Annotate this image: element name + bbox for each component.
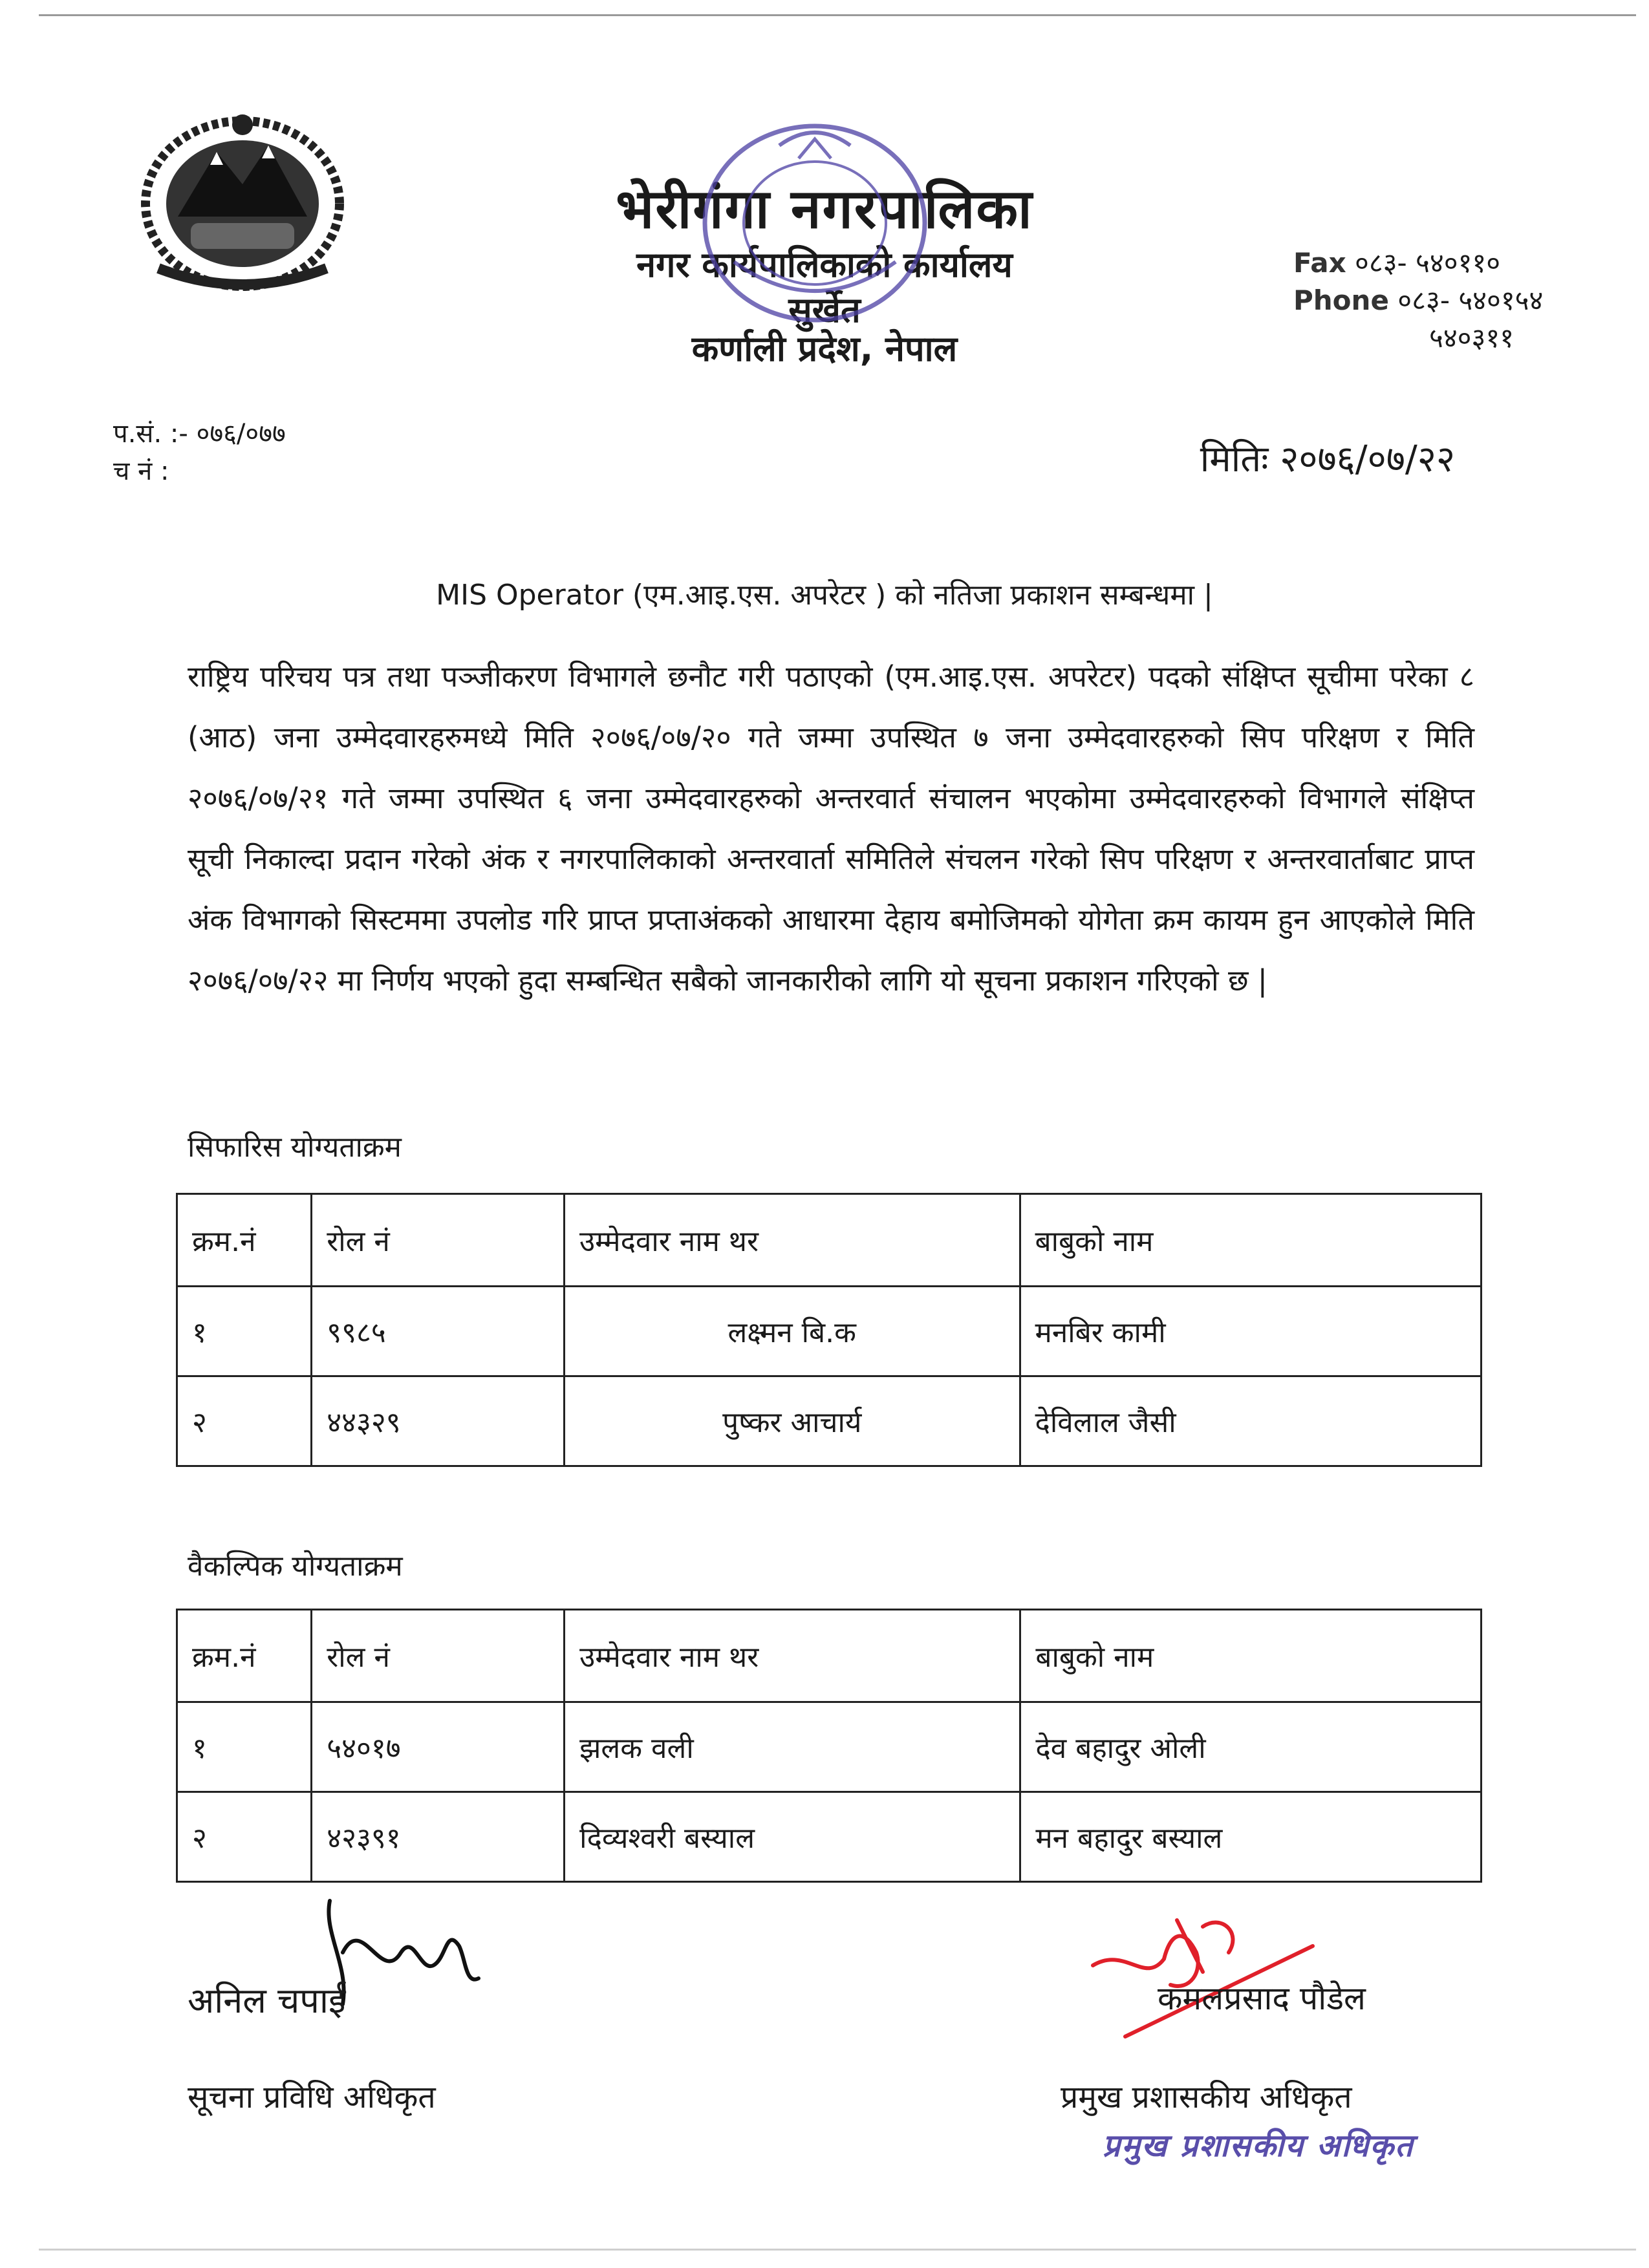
table-row: [177, 1792, 1482, 1882]
column-header: क्रम.नं: [177, 1610, 312, 1702]
serial-cell: १: [177, 1702, 312, 1792]
table-row: [177, 1287, 1482, 1376]
column-header: क्रम.नं: [177, 1194, 312, 1287]
office-subtitle: नगर कार्यपालिकाको कार्यालय: [636, 244, 1013, 285]
roll-cell: ९९८५: [312, 1287, 565, 1376]
father-name-cell: देविलाल जैसी: [1020, 1376, 1481, 1466]
contact-block: [1293, 244, 1543, 357]
column-header: बाबुको नाम: [1020, 1194, 1481, 1287]
roll-cell: ५४०१७: [312, 1702, 565, 1792]
letter-date: मितिः २०७६/०७/२२: [1200, 438, 1455, 480]
serial-cell: १: [177, 1287, 312, 1376]
father-name-cell: देव बहादुर ओली: [1020, 1702, 1482, 1792]
fax-label: Fax: [1293, 247, 1346, 279]
letter-body: राष्ट्रिय परिचय पत्र तथा पञ्जीकरण विभागले छनौट गरी पठाएको (एम.आइ.एस. अपरेटर) पदको संक्षिप्त सूचीमा परेका ८ (आठ) जना उम्मेदवारहरुमध्ये मिति २०७६/०७/२० गते जम्मा उपस्थित ७ जना उम्मेदवारहरुको सिप परिक्षण र मिति २०७६/०७/२१ गते जम्मा उपस्थित ६ जना उम्मेदवारहरुको अन्तरवार्त संचालन भएकोमा उम्मेदवारहरुको विभागले संक्षिप्त सूची निकाल्दा प्रदान गरेको अंक र नगरपालिकाको अन्तरवार्ता समितिले संचलन गरेको सिप परिक्षण र अन्तरवार्ताबाट प्राप्त अंक विभागको सिस्टममा उपलोड गरि प्राप्त प्रप्ताअंकको आधारमा देहाय बमोजिमको योगेता क्रम कायम हुन आएकोले मिति २०७६/०७/२२ मा निर्णय भएको हुदा सम्बन्धित सबैको जानकारीको लागि यो सूचना प्रकाशन गरिएको छ |: [188, 659, 1474, 998]
alternate-title: वैकल्पिक योग्यताक्रम: [188, 1550, 403, 1583]
column-header: रोल नं: [312, 1610, 565, 1702]
letter-subject: MIS Operator (एम.आइ.एस. अपरेटर ) को नतिजा प्रकाशन सम्बन्धमा |: [436, 579, 1213, 612]
phone-number-2: ५४०३११: [1429, 322, 1514, 354]
father-name-cell: मनबिर कामी: [1020, 1287, 1481, 1376]
candidate-name-cell: दिव्यश्वरी बस्याल: [565, 1792, 1020, 1882]
reference-block: [113, 415, 286, 490]
phone-label: Phone: [1293, 284, 1389, 316]
column-header: बाबुको नाम: [1020, 1610, 1482, 1702]
recommended-title: सिफारिस योग्यताक्रम: [188, 1131, 402, 1164]
alternate-table: [176, 1609, 1482, 1883]
father-name-cell: मन बहादुर बस्याल: [1020, 1792, 1482, 1882]
roll-cell: ४४३२९: [312, 1376, 565, 1466]
table-row: [177, 1376, 1482, 1466]
right-signatory-title: प्रमुख प्रशासकीय अधिकृत: [1061, 2079, 1352, 2115]
red-handwritten-signature-icon: [1073, 1888, 1319, 2049]
left-signatory-name: अनिल चपाई: [188, 1980, 346, 2021]
office-name: भेरीगंगा नगरपालिका: [616, 177, 1033, 241]
bottom-border: [39, 2249, 1636, 2251]
candidate-name-cell: झलक वली: [565, 1702, 1020, 1792]
serial-cell: २: [177, 1792, 312, 1882]
fax-number: ०८३- ५४०११०: [1355, 247, 1501, 279]
table-header-row: [177, 1610, 1482, 1702]
phone-number: ०८३- ५४०१५४: [1397, 284, 1544, 316]
serial-cell: २: [177, 1376, 312, 1466]
municipality-seal-icon: [676, 107, 954, 339]
top-border: [39, 14, 1636, 16]
dispatch-number: च नं :: [113, 456, 169, 486]
column-header: रोल नं: [312, 1194, 565, 1287]
column-header: उम्मेदवार नाम थर: [565, 1610, 1020, 1702]
column-header: उम्मेदवार नाम थर: [564, 1194, 1020, 1287]
office-city: सुर्खेत: [788, 290, 861, 330]
candidate-name-cell: लक्ष्मन बि.क: [564, 1287, 1020, 1376]
candidate-name-cell: पुष्कर आचार्य: [564, 1376, 1020, 1466]
recommended-table: [176, 1193, 1482, 1467]
table-header-row: [177, 1194, 1482, 1287]
reference-number: प.सं. :- ०७६/०७७: [113, 419, 286, 449]
left-signatory-title: सूचना प्रविधि अधिकृत: [188, 2079, 436, 2115]
office-province: कर्णाली प्रदेश, नेपाल: [691, 328, 958, 369]
roll-cell: ४२३९१: [312, 1792, 565, 1882]
table-row: [177, 1702, 1482, 1792]
designation-stamp: प्रमुख प्रशासकीय अधिकृत: [1103, 2128, 1414, 2164]
right-signatory-name: कमलप्रसाद पौडेल: [1158, 1980, 1366, 2017]
